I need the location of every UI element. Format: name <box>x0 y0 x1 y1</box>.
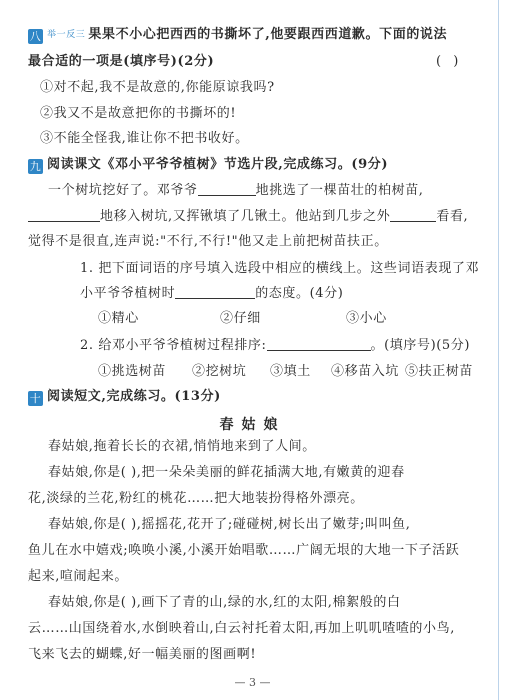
q9-sub1-option-2: ②仔细 <box>220 311 261 326</box>
q8-answer-paren[interactable]: ( ) <box>436 54 463 69</box>
q9-sub2-l1a: 2. 给邓小平爷爷植树过程排序: <box>80 338 267 353</box>
q9-sub2-l1b: 。(填序号)(5分) <box>370 338 471 353</box>
q8-stem-2: 最合适的一项是(填序号)(2分) <box>28 54 215 69</box>
blank-5[interactable] <box>267 338 371 351</box>
q9-passage-l1a: 一个树坑挖好了。邓爷爷 <box>48 183 198 198</box>
q9-passage-line-2 <box>28 209 468 225</box>
q9-sub1-l2a: 小平爷爷植树时 <box>80 286 176 301</box>
q9-heading-line <box>28 157 388 174</box>
passage-line-7: 春姑娘,你是( ),画下了青的山,绿的水,红的太阳,棉絮般的白 <box>48 595 401 610</box>
q8-badge: 八 <box>29 30 42 43</box>
passage-line-8: 云……山国绕着水,水倒映着山,白云衬托着太阳,再加上叽叽喳喳的小鸟, <box>28 621 455 636</box>
q10-badge: 十 <box>29 392 42 405</box>
passage-line-6: 起来,喧闹起来。 <box>28 569 128 584</box>
q9-sub2-option-1: ①挑选树苗 <box>98 364 167 379</box>
q10-heading: 阅读短文,完成练习。(13分) <box>47 389 221 404</box>
q9-sub1-line-1: 1. 把下面词语的序号填入选段中相应的横线上。这些词语表现了邓 <box>80 261 480 276</box>
passage-line-2: 春姑娘,你是( ),把一朵朵美丽的鲜花插满大地,有嫩黄的迎春 <box>48 465 405 480</box>
q8-stem-1: 果果不小心把西西的书撕坏了,他要跟西西道歉。下面的说法 <box>88 27 448 42</box>
passage-line-5: 鱼儿在水中嬉戏;唤唤小溪,小溪开始唱歌……广阔无垠的大地一下子活跃 <box>28 543 460 558</box>
q9-sub1-l2b: 的态度。(4分) <box>255 286 344 301</box>
q9-sub1-line-2 <box>80 286 343 302</box>
passage-title: 春姑娘 <box>219 417 286 433</box>
q9-sub2-option-2: ②挖树坑 <box>192 364 247 379</box>
q9-passage-line-1 <box>48 183 424 199</box>
q9-sub1-option-1: ①精心 <box>98 311 139 326</box>
q9-passage-l1b: 地挑选了一棵苗壮的柏树苗, <box>255 183 424 198</box>
q9-passage-l2a: 地移入树坑,又挥锹填了几锹土。他站到几步之外 <box>100 209 391 224</box>
page-number: — 3 — <box>234 676 271 689</box>
blank-2[interactable] <box>28 209 100 222</box>
q8-option-2: ②我又不是故意把你的书撕坏的! <box>40 106 237 121</box>
q9-sub2-option-3: ③填土 <box>270 364 311 379</box>
q9-badge: 九 <box>29 160 42 173</box>
blank-1[interactable] <box>198 183 256 196</box>
q8-stem-line-1 <box>28 27 447 44</box>
q9-sub2-option-4: ④移苗入坑 <box>331 364 400 379</box>
q9-passage-line-3: 觉得不是很直,连声说:"不行,不行!"他又走上前把树苗扶正。 <box>28 234 388 249</box>
q9-sub2-option-5: ⑤扶正树苗 <box>405 364 474 379</box>
q9-passage-l2b: 看看, <box>436 209 469 224</box>
blank-4[interactable] <box>175 286 255 299</box>
q8-option-3: ③不能全怪我,谁让你不把书收好。 <box>40 131 249 146</box>
q9-heading: 阅读课文《邓小平爷爷植树》节选片段,完成练习。(9分) <box>47 157 389 172</box>
page-edge-line <box>498 0 499 700</box>
q8-option-1: ①对不起,我不是故意的,你能原谅我吗? <box>40 80 275 95</box>
q8-tag: 举一反三 <box>47 30 86 40</box>
passage-line-3: 花,淡绿的兰花,粉红的桃花……把大地装扮得格外漂亮。 <box>28 491 364 506</box>
passage-line-9: 飞来飞去的蝴蝶,好一幅美丽的图画啊! <box>28 647 257 662</box>
blank-3[interactable] <box>390 209 436 222</box>
q9-sub2-line-1 <box>80 338 470 354</box>
q10-heading-line <box>28 389 221 406</box>
passage-line-1: 春姑娘,拖着长长的衣裙,悄悄地来到了人间。 <box>48 439 316 454</box>
q9-sub1-option-3: ③小心 <box>346 311 387 326</box>
passage-line-4: 春姑娘,你是( ),摇摇花,花开了;碰碰树,树长出了嫩芽;叫叫鱼, <box>48 517 411 532</box>
